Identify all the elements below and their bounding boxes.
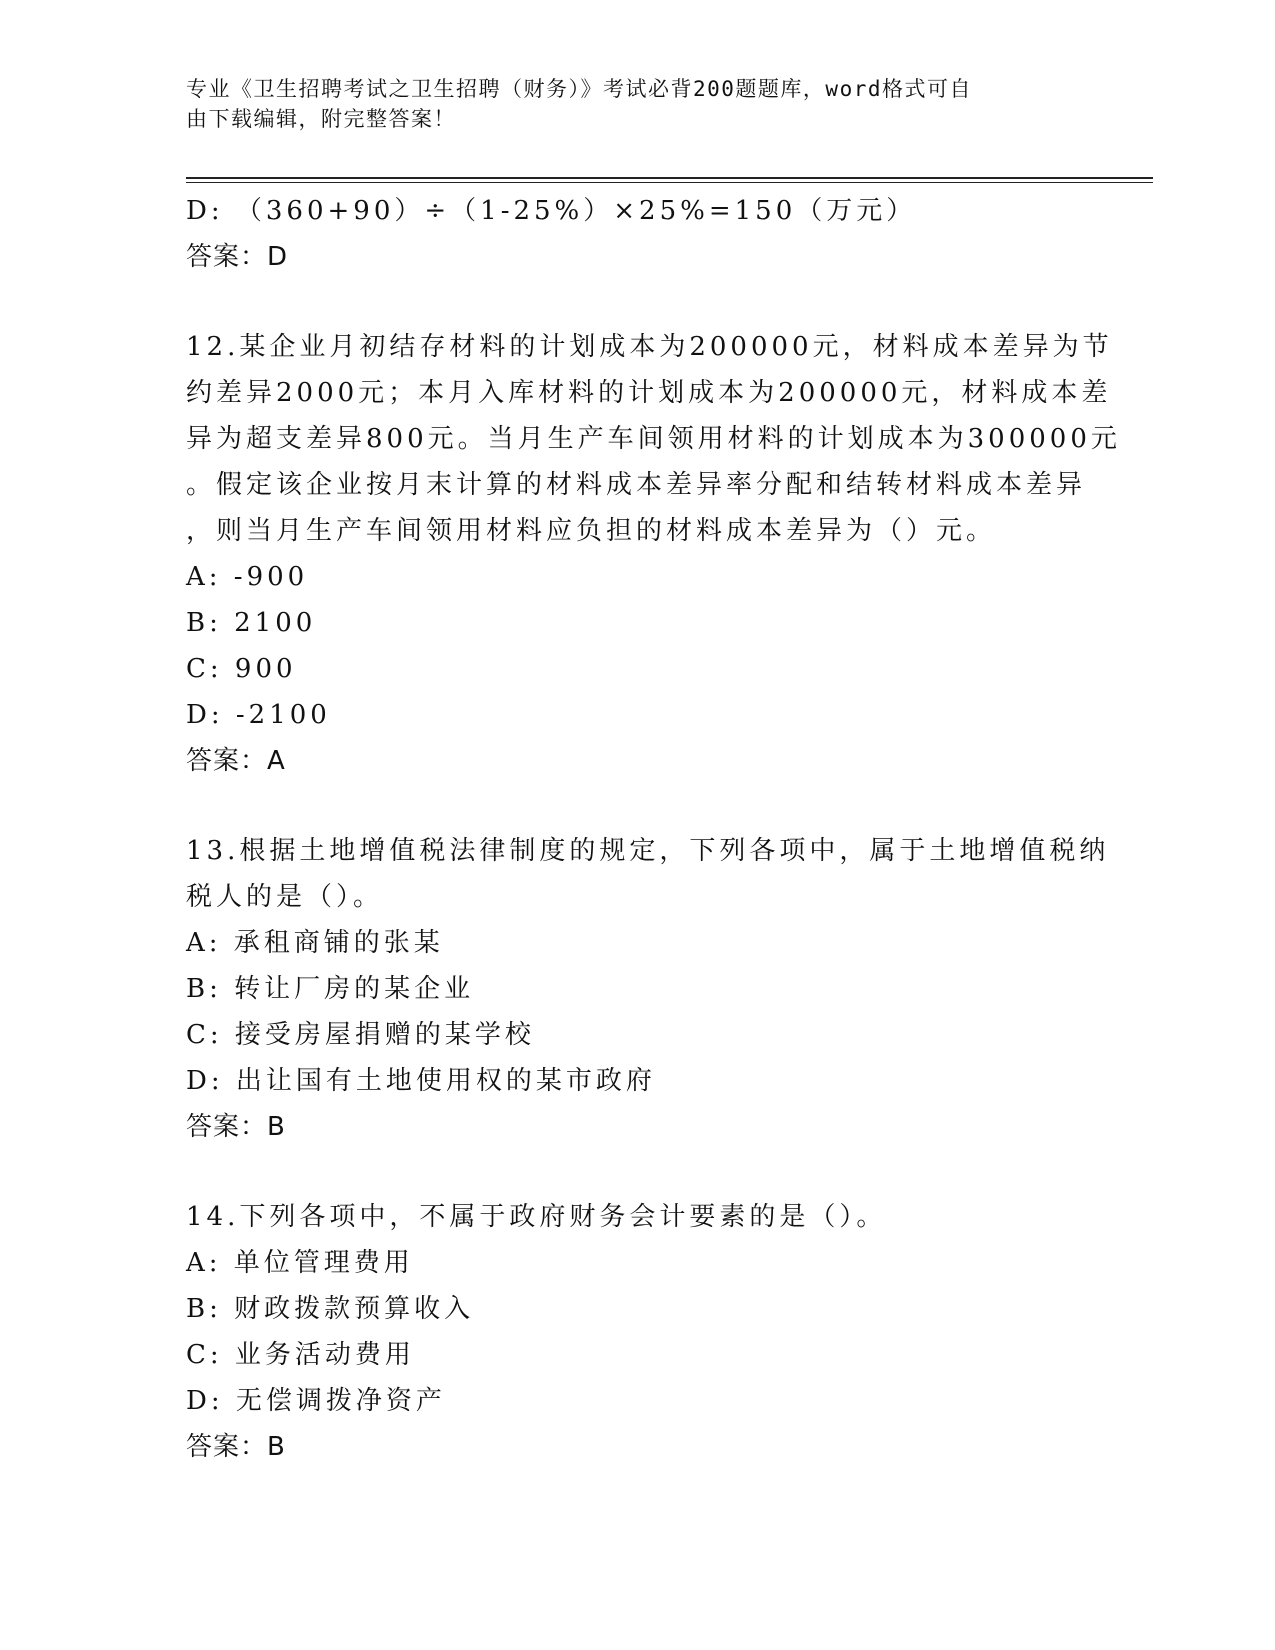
option-c: C: 900 (186, 654, 297, 684)
document-body (186, 188, 1121, 1470)
option-d: D: （360+90）÷（1-25%）×25%=150（万元） (186, 196, 917, 226)
header-rule-thin (186, 182, 1153, 183)
header-rule-thick (186, 177, 1153, 179)
question-stem-line: 12.某企业月初结存材料的计划成本为200000元，材料成本差异为节 (186, 332, 1113, 362)
option-d: D: -2100 (186, 700, 331, 730)
option-c: C: 业务活动费用 (186, 1340, 415, 1370)
answer-line: 答案：A (186, 746, 286, 776)
question-stem-line: 13.根据土地增值税法律制度的规定，下列各项中，属于土地增值税纳 (186, 836, 1110, 866)
header-line-1: 专业《卫生招聘考试之卫生招聘（财务）》考试必背200题题库，word格式可自 (186, 77, 972, 101)
question-stem-line: ，则当月生产车间领用材料应负担的材料成本差异为（）元。 (186, 516, 997, 546)
option-b: B: 转让厂房的某企业 (186, 974, 475, 1004)
question-stem-line: 约差异2000元；本月入库材料的计划成本为200000元，材料成本差 (186, 378, 1112, 408)
previous-question-tail (186, 188, 1086, 280)
option-d: D: 无偿调拨净资产 (186, 1386, 446, 1416)
option-c: C: 接受房屋捐赠的某学校 (186, 1020, 535, 1050)
option-a: A: 单位管理费用 (186, 1248, 414, 1278)
answer-line: 答案：B (186, 1112, 286, 1142)
question-12 (186, 324, 1121, 784)
option-a: A: -900 (186, 562, 309, 592)
header-line-2: 由下载编辑，附完整答案！ (186, 107, 456, 131)
option-d: D: 出让国有土地使用权的某市政府 (186, 1066, 656, 1096)
question-stem-line: 税人的是（）。 (186, 882, 384, 912)
question-13 (186, 828, 1110, 1150)
answer-line: 答案：D (186, 242, 289, 272)
question-14 (186, 1194, 1086, 1470)
question-stem-line: 。假定该企业按月末计算的材料成本差异率分配和结转材料成本差异 (186, 470, 1087, 500)
option-a: A: 承租商铺的张某 (186, 928, 444, 958)
option-b: B: 2100 (186, 608, 317, 638)
option-b: B: 财政拨款预算收入 (186, 1294, 475, 1324)
page-header (186, 74, 1066, 134)
question-stem-line: 14.下列各项中，不属于政府财务会计要素的是（）。 (186, 1202, 887, 1232)
question-stem-line: 异为超支差异800元。当月生产车间领用材料的计划成本为300000元 (186, 424, 1121, 454)
answer-line: 答案：B (186, 1432, 286, 1462)
